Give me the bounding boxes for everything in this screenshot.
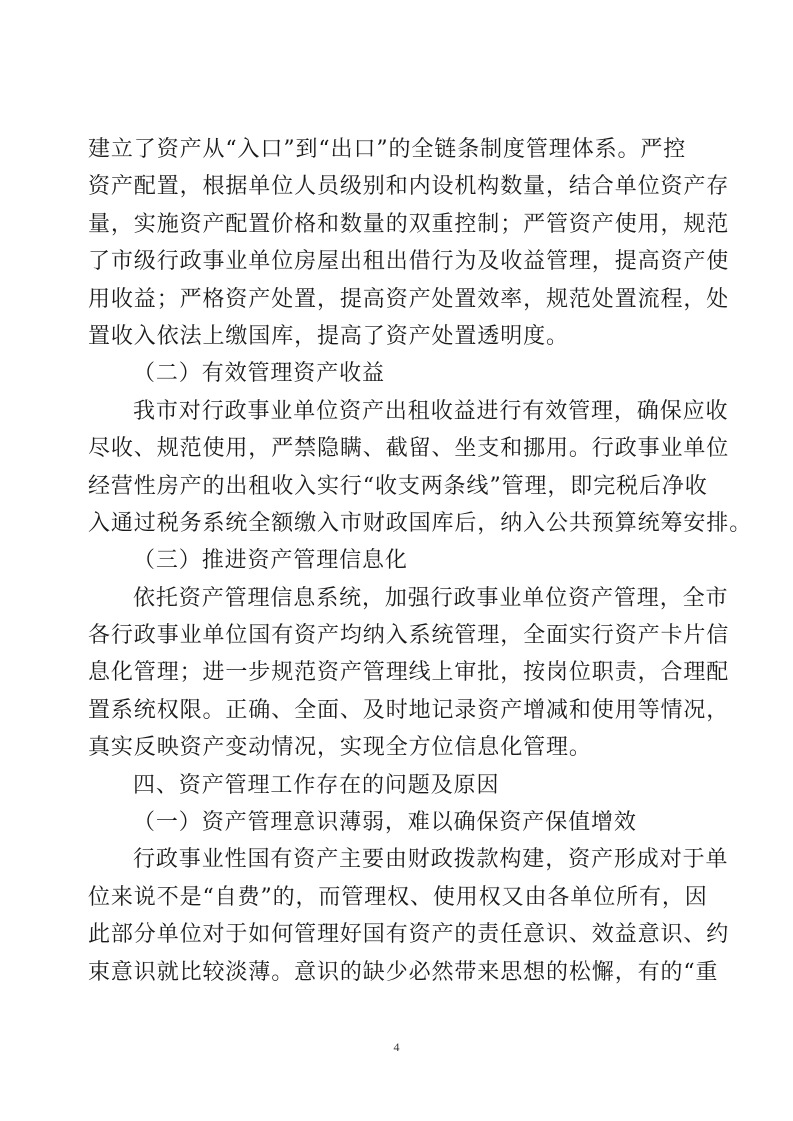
text-line: 置系统权限。正确、全面、及时地记录资产增减和使用等情况， xyxy=(88,697,730,723)
text-line: （二）有效管理资产收益 xyxy=(133,361,385,387)
text-line: 建立了资产从“入口”到“出口”的全链条制度管理体系。严控 xyxy=(88,137,687,162)
text-line: 依托资产管理信息系统，加强行政事业单位资产管理，全市 xyxy=(133,585,729,611)
body-text xyxy=(88,131,753,991)
text-line: 量，实施资产配置价格和数量的双重控制；严管资产使用，规范 xyxy=(88,211,730,237)
text-line: 资产配置，根据单位人员级别和内设机构数量，结合单位资产存 xyxy=(88,174,730,200)
text-line: 我市对行政事业单位资产出租收益进行有效管理，确保应收 xyxy=(133,398,729,424)
text-line: 尽收、规范使用，严禁隐瞒、截留、坐支和挪用。行政事业单位 xyxy=(88,436,730,462)
text-line: 此部分单位对于如何管理好国有资产的责任意识、效益意识、约 xyxy=(88,922,730,948)
text-line: （一）资产管理意识薄弱，难以确保资产保值增效 xyxy=(133,810,637,836)
text-line: 各行政事业单位国有资产均纳入系统管理，全面实行资产卡片信 xyxy=(88,623,730,649)
text-line: 息化管理；进一步规范资产管理线上审批，按岗位职责，合理配 xyxy=(88,660,730,686)
text-line: 置收入依法上缴国库，提高了资产处置透明度。 xyxy=(88,323,569,349)
text-line: 用收益；严格资产处置，提高资产处置效率，规范处置流程，处 xyxy=(88,286,730,312)
section-heading: 四、资产管理工作存在的问题及原因 xyxy=(133,772,500,798)
text-line: 经营性房产的出租收入实行“收支两条线”管理，即完税后净收 xyxy=(88,473,708,499)
text-line: 行政事业性国有资产主要由财政拨款构建，资产形成对于单 xyxy=(133,847,729,873)
text-line: 入通过税务系统全额缴入市财政国库后，纳入公共预算统筹安排。 xyxy=(88,510,753,536)
text-line: 真实反映资产变动情况，实现全方位信息化管理。 xyxy=(88,735,592,761)
text-line: （三）推进资产管理信息化 xyxy=(133,548,408,574)
text-line: 束意识就比较淡薄。意识的缺少必然带来思想的松懈，有的“重 xyxy=(88,959,719,985)
page-number: 4 xyxy=(393,1040,400,1054)
text-line: 了市级行政事业单位房屋出租出借行为及收益管理，提高资产使 xyxy=(88,249,730,275)
text-line: 位来说不是“自费”的，而管理权、使用权又由各单位所有，因 xyxy=(88,884,708,910)
